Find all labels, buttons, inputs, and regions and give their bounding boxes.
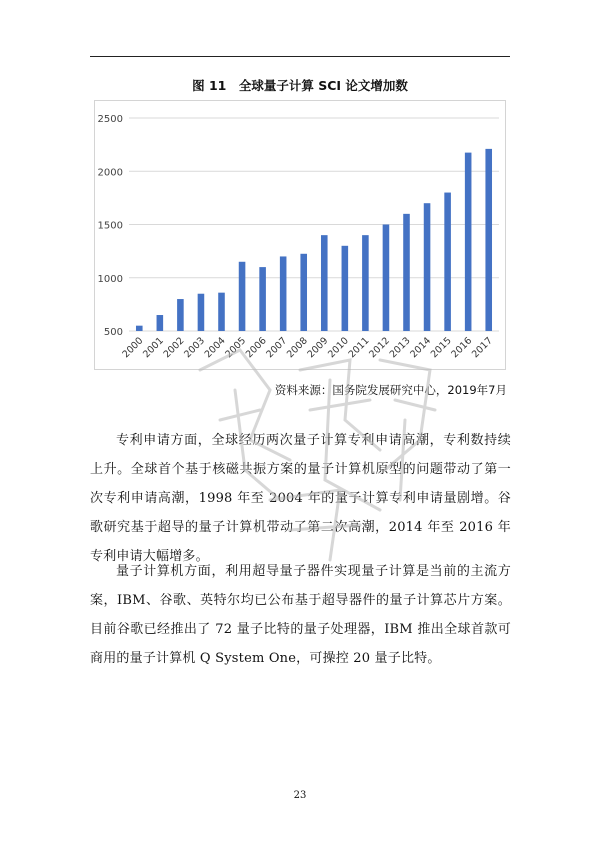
- x-tick-label: 2006: [243, 335, 269, 361]
- figure-source: 资料来源：国务院发展研究中心，2019年7月: [274, 383, 507, 397]
- bar: [321, 235, 328, 331]
- bar: [157, 315, 164, 331]
- x-tick-label: 2015: [428, 335, 454, 361]
- y-tick-label: 500: [103, 327, 123, 338]
- x-tick-label: 2005: [223, 335, 249, 361]
- y-tick-label: 2500: [97, 114, 123, 125]
- bar: [444, 193, 451, 331]
- bar: [239, 262, 246, 331]
- bar: [136, 326, 143, 331]
- bar: [362, 235, 369, 331]
- figure-title: 图 11 全球量子计算 SCI 论文增加数: [192, 78, 408, 93]
- bar: [403, 214, 410, 331]
- y-tick-label: 2000: [97, 167, 123, 179]
- x-tick-label: 2013: [387, 335, 413, 361]
- x-tick-label: 2000: [120, 335, 146, 361]
- x-tick-label: 2007: [264, 335, 290, 361]
- x-tick-label: 2012: [367, 335, 393, 361]
- bar: [465, 153, 472, 331]
- bar: [383, 225, 390, 332]
- x-tick-label: 2001: [141, 335, 166, 361]
- bar: [424, 203, 431, 331]
- y-tick-label: 1000: [97, 273, 123, 285]
- page-number: 23: [293, 790, 307, 801]
- x-tick-label: 2009: [305, 335, 331, 361]
- paragraph-quantum-computers: 量子计算机方面，利用超导量子器件实现量子计算是当前的主流方案，IBM、谷歌、英特尔均已公布基于超导器件的量子计算芯片方案。目前谷歌已经推出了 72 量子比特的量子处理器，IBM 推出全球首款可商用的量子计算机 Q System One，可操控 20 量子比特。: [90, 564, 511, 666]
- x-tick-label: 2011: [346, 335, 372, 361]
- y-tick-label: 1500: [97, 220, 123, 232]
- x-tick-label: 2017: [469, 335, 495, 361]
- x-tick-label: 2004: [202, 335, 228, 361]
- x-tick-label: 2010: [326, 335, 351, 361]
- bar: [280, 256, 287, 331]
- chart-canvas: [95, 101, 507, 371]
- bar: [300, 254, 307, 331]
- x-tick-label: 2014: [408, 335, 434, 361]
- x-tick-label: 2008: [284, 335, 310, 361]
- paragraph-patents: 专利申请方面，全球经历两次量子计算专利申请高潮，专利数持续上升。全球首个基于核磁共振方案的量子计算机原型的问题带动了第一次专利申请高潮，1998 年至 2004 年的量子计算专利申请量剧增。谷歌研究基于超导的量子计算机带动了第二次高潮，2014 年至 2016 年专利申请大幅增多。: [90, 433, 511, 564]
- x-tick-label: 2002: [161, 335, 187, 361]
- bar: [259, 267, 266, 331]
- bar: [342, 246, 349, 331]
- bar-chart: [94, 100, 506, 370]
- header-rule: [90, 56, 510, 57]
- bar: [485, 149, 492, 331]
- bar: [198, 294, 205, 331]
- x-tick-label: 2003: [182, 335, 208, 361]
- bar: [177, 299, 184, 331]
- x-tick-label: 2016: [449, 335, 475, 361]
- bar: [218, 293, 225, 331]
